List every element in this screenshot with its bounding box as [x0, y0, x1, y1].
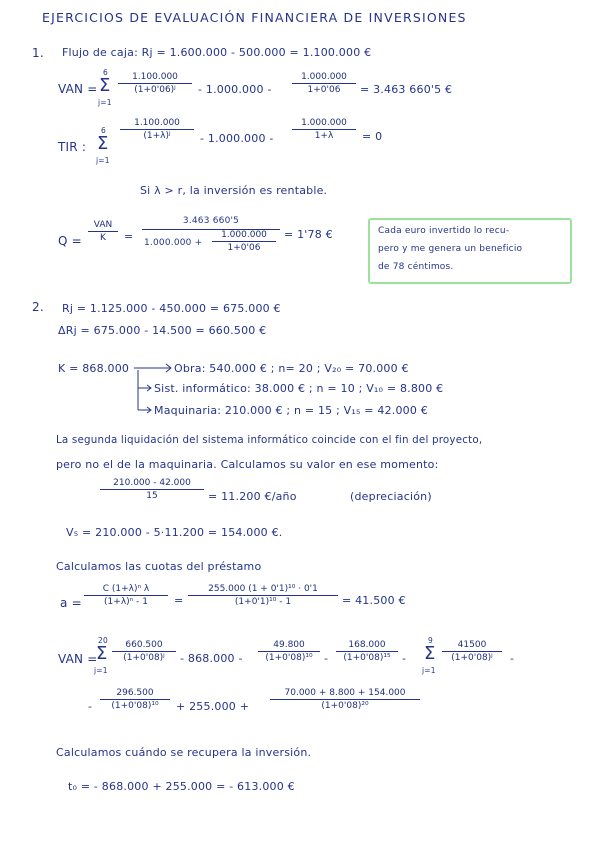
- rj-line: Rj = 1.125.000 - 450.000 = 675.000 €: [62, 302, 281, 315]
- t0-line: t₀ = - 868.000 + 255.000 = - 613.000 €: [68, 780, 295, 793]
- exercise-1-number: 1.: [32, 46, 44, 60]
- depreciation-result: = 11.200 €/año: [208, 490, 297, 503]
- v5-line: V₅ = 210.000 - 5·11.200 = 154.000 €.: [66, 526, 283, 539]
- van2-numerator-4: 41500: [457, 640, 487, 650]
- van2-numerator-2: 49.800: [273, 640, 305, 650]
- conclusion-line-1: Cada euro invertido lo recu-: [378, 226, 510, 236]
- depreciation-fraction: [100, 478, 204, 501]
- van2-fraction-3: [336, 640, 398, 663]
- van2-sum2-upper: 9: [428, 636, 433, 645]
- van2-line2-fraction-1: [100, 688, 170, 711]
- conclusion-line-3: de 78 céntimos.: [378, 262, 454, 272]
- van2-line2-plus: + 255.000 +: [176, 700, 250, 713]
- q-denominator: K: [100, 233, 106, 243]
- van2-label: VAN =: [58, 652, 98, 666]
- van2-fraction-1: [112, 640, 176, 663]
- tir-label: TIR :: [58, 140, 87, 154]
- tir-sum-lower: j=1: [96, 156, 110, 165]
- cuotas-heading: Calculamos las cuotas del préstamo: [56, 560, 262, 573]
- annuity-fraction: [84, 584, 168, 607]
- asset-sistema-informatico: Sist. informático: 38.000 € ; n = 10 ; V₁₀ = 8.800 €: [154, 382, 444, 395]
- q-denominator-b-den: 1+0'06: [227, 243, 261, 253]
- van2-numerator-1: 660.500: [125, 640, 163, 650]
- van-denominator-2: 1+0'06: [307, 85, 341, 95]
- annuity-numerator: C (1+λ)ⁿ λ: [102, 584, 150, 594]
- van2-denominator-2: (1+0'08)¹⁰: [265, 653, 313, 663]
- rentability-note: Si λ > r, la inversión es rentable.: [140, 184, 328, 197]
- van2-numerator-3: 168.000: [348, 640, 386, 650]
- van2-line2-denominator-2: (1+0'08)²⁰: [321, 701, 369, 711]
- tir-numerator-2: 1.000.000: [301, 118, 347, 128]
- van2-sum-lower: j=1: [94, 666, 108, 675]
- tir-sum-upper: 6: [101, 126, 106, 135]
- van-middle-term: - 1.000.000 -: [198, 83, 272, 96]
- annuity-fraction-2: [188, 584, 338, 607]
- depreciation-numerator: 210.000 - 42.000: [113, 478, 191, 488]
- recovery-heading: Calculamos cuándo se recupera la inversión.: [56, 746, 312, 759]
- annuity-denominator-2: (1+0'1)¹⁰ - 1: [234, 597, 292, 607]
- annuity-denominator: (1+λ)ⁿ - 1: [104, 597, 148, 607]
- cash-flow-line: Flujo de caja: Rj = 1.600.000 - 500.000 = 1.100.000 €: [62, 46, 372, 59]
- asset-maquinaria: Maquinaria: 210.000 € ; n = 15 ; V₁₅ = 42.000 €: [154, 404, 428, 417]
- depreciation-note: (depreciación): [350, 490, 432, 503]
- van2-fraction-4: [442, 640, 502, 663]
- paragraph-line-2: pero no el de la maquinaria. Calculamos su valor en ese momento:: [56, 458, 439, 471]
- van2-fraction-2: [258, 640, 320, 663]
- page-title: EJERCICIOS DE EVALUACIÓN FINANCIERA DE INVERSIONES: [42, 10, 467, 25]
- van2-summation-symbol-2: Σ: [424, 643, 436, 664]
- q-big-numerator: 3.463 660'5: [182, 216, 240, 226]
- tir-middle-term: - 1.000.000 -: [200, 132, 274, 145]
- van-result: = 3.463 660'5 €: [360, 83, 453, 96]
- van2-line2-minus: -: [88, 700, 93, 713]
- q-denominator-b-num: 1.000.000: [221, 230, 267, 240]
- van2-denominator-4: (1+0'08)ʲ: [451, 653, 493, 663]
- van2-summation-symbol: Σ: [96, 643, 108, 664]
- van2-line2-numerator-2: 70.000 + 8.800 + 154.000: [284, 688, 406, 698]
- van2-denominator-1: (1+0'08)ʲ: [123, 653, 165, 663]
- van-numerator-2: 1.000.000: [301, 72, 347, 82]
- van2-minus-3: -: [402, 652, 407, 665]
- van-numerator-1: 1.100.000: [132, 72, 178, 82]
- asset-obra: Obra: 540.000 € ; n= 20 ; V₂₀ = 70.000 €: [174, 362, 409, 375]
- van2-line2-denominator-1: (1+0'08)¹⁰: [111, 701, 159, 711]
- tir-denominator-1: (1+λ)ʲ: [143, 131, 171, 141]
- q-numerator: VAN: [93, 220, 113, 230]
- tir-numerator-1: 1.100.000: [134, 118, 180, 128]
- conclusion-line-2: pero y me genera un beneficio: [378, 244, 523, 254]
- sum-lower-limit: j=1: [98, 98, 112, 107]
- annuity-equals: =: [174, 594, 184, 607]
- q-label: Q =: [58, 234, 82, 248]
- van-label: VAN =: [58, 82, 98, 96]
- van2-sum2-lower: j=1: [422, 666, 436, 675]
- van2-sum-upper: 20: [98, 636, 108, 645]
- paragraph-line-1: La segunda liquidación del sistema informático coincide con el fin del proyecto,: [56, 434, 483, 446]
- q-denominator-a: 1.000.000 +: [144, 238, 203, 248]
- tir-summation-symbol: Σ: [97, 133, 109, 154]
- annuity-numerator-2: 255.000 (1 + 0'1)¹⁰ · 0'1: [208, 584, 318, 594]
- k-total: K = 868.000: [58, 362, 130, 375]
- a-label: a =: [60, 596, 82, 610]
- exercise-2-number: 2.: [32, 300, 44, 314]
- summation-symbol: Σ: [99, 75, 111, 96]
- van-denominator-1: (1+0'06)ʲ: [134, 85, 176, 95]
- van2-minus-1: - 868.000 -: [180, 652, 243, 665]
- annuity-result: = 41.500 €: [342, 594, 406, 607]
- q-equals: =: [124, 230, 134, 243]
- tir-denominator-2: 1+λ: [314, 131, 334, 141]
- van2-minus-4: -: [510, 652, 515, 665]
- van2-line2-fraction-2: [270, 688, 420, 711]
- sum-upper-limit: 6: [103, 68, 108, 77]
- depreciation-denominator: 15: [146, 491, 158, 501]
- van2-denominator-3: (1+0'08)¹⁵: [343, 653, 391, 663]
- van2-minus-2: -: [324, 652, 329, 665]
- q-result: = 1'78 €: [284, 228, 333, 241]
- tir-result: = 0: [362, 130, 383, 143]
- delta-rj-line: ΔRj = 675.000 - 14.500 = 660.500 €: [58, 324, 267, 337]
- van2-line2-numerator-1: 296.500: [116, 688, 154, 698]
